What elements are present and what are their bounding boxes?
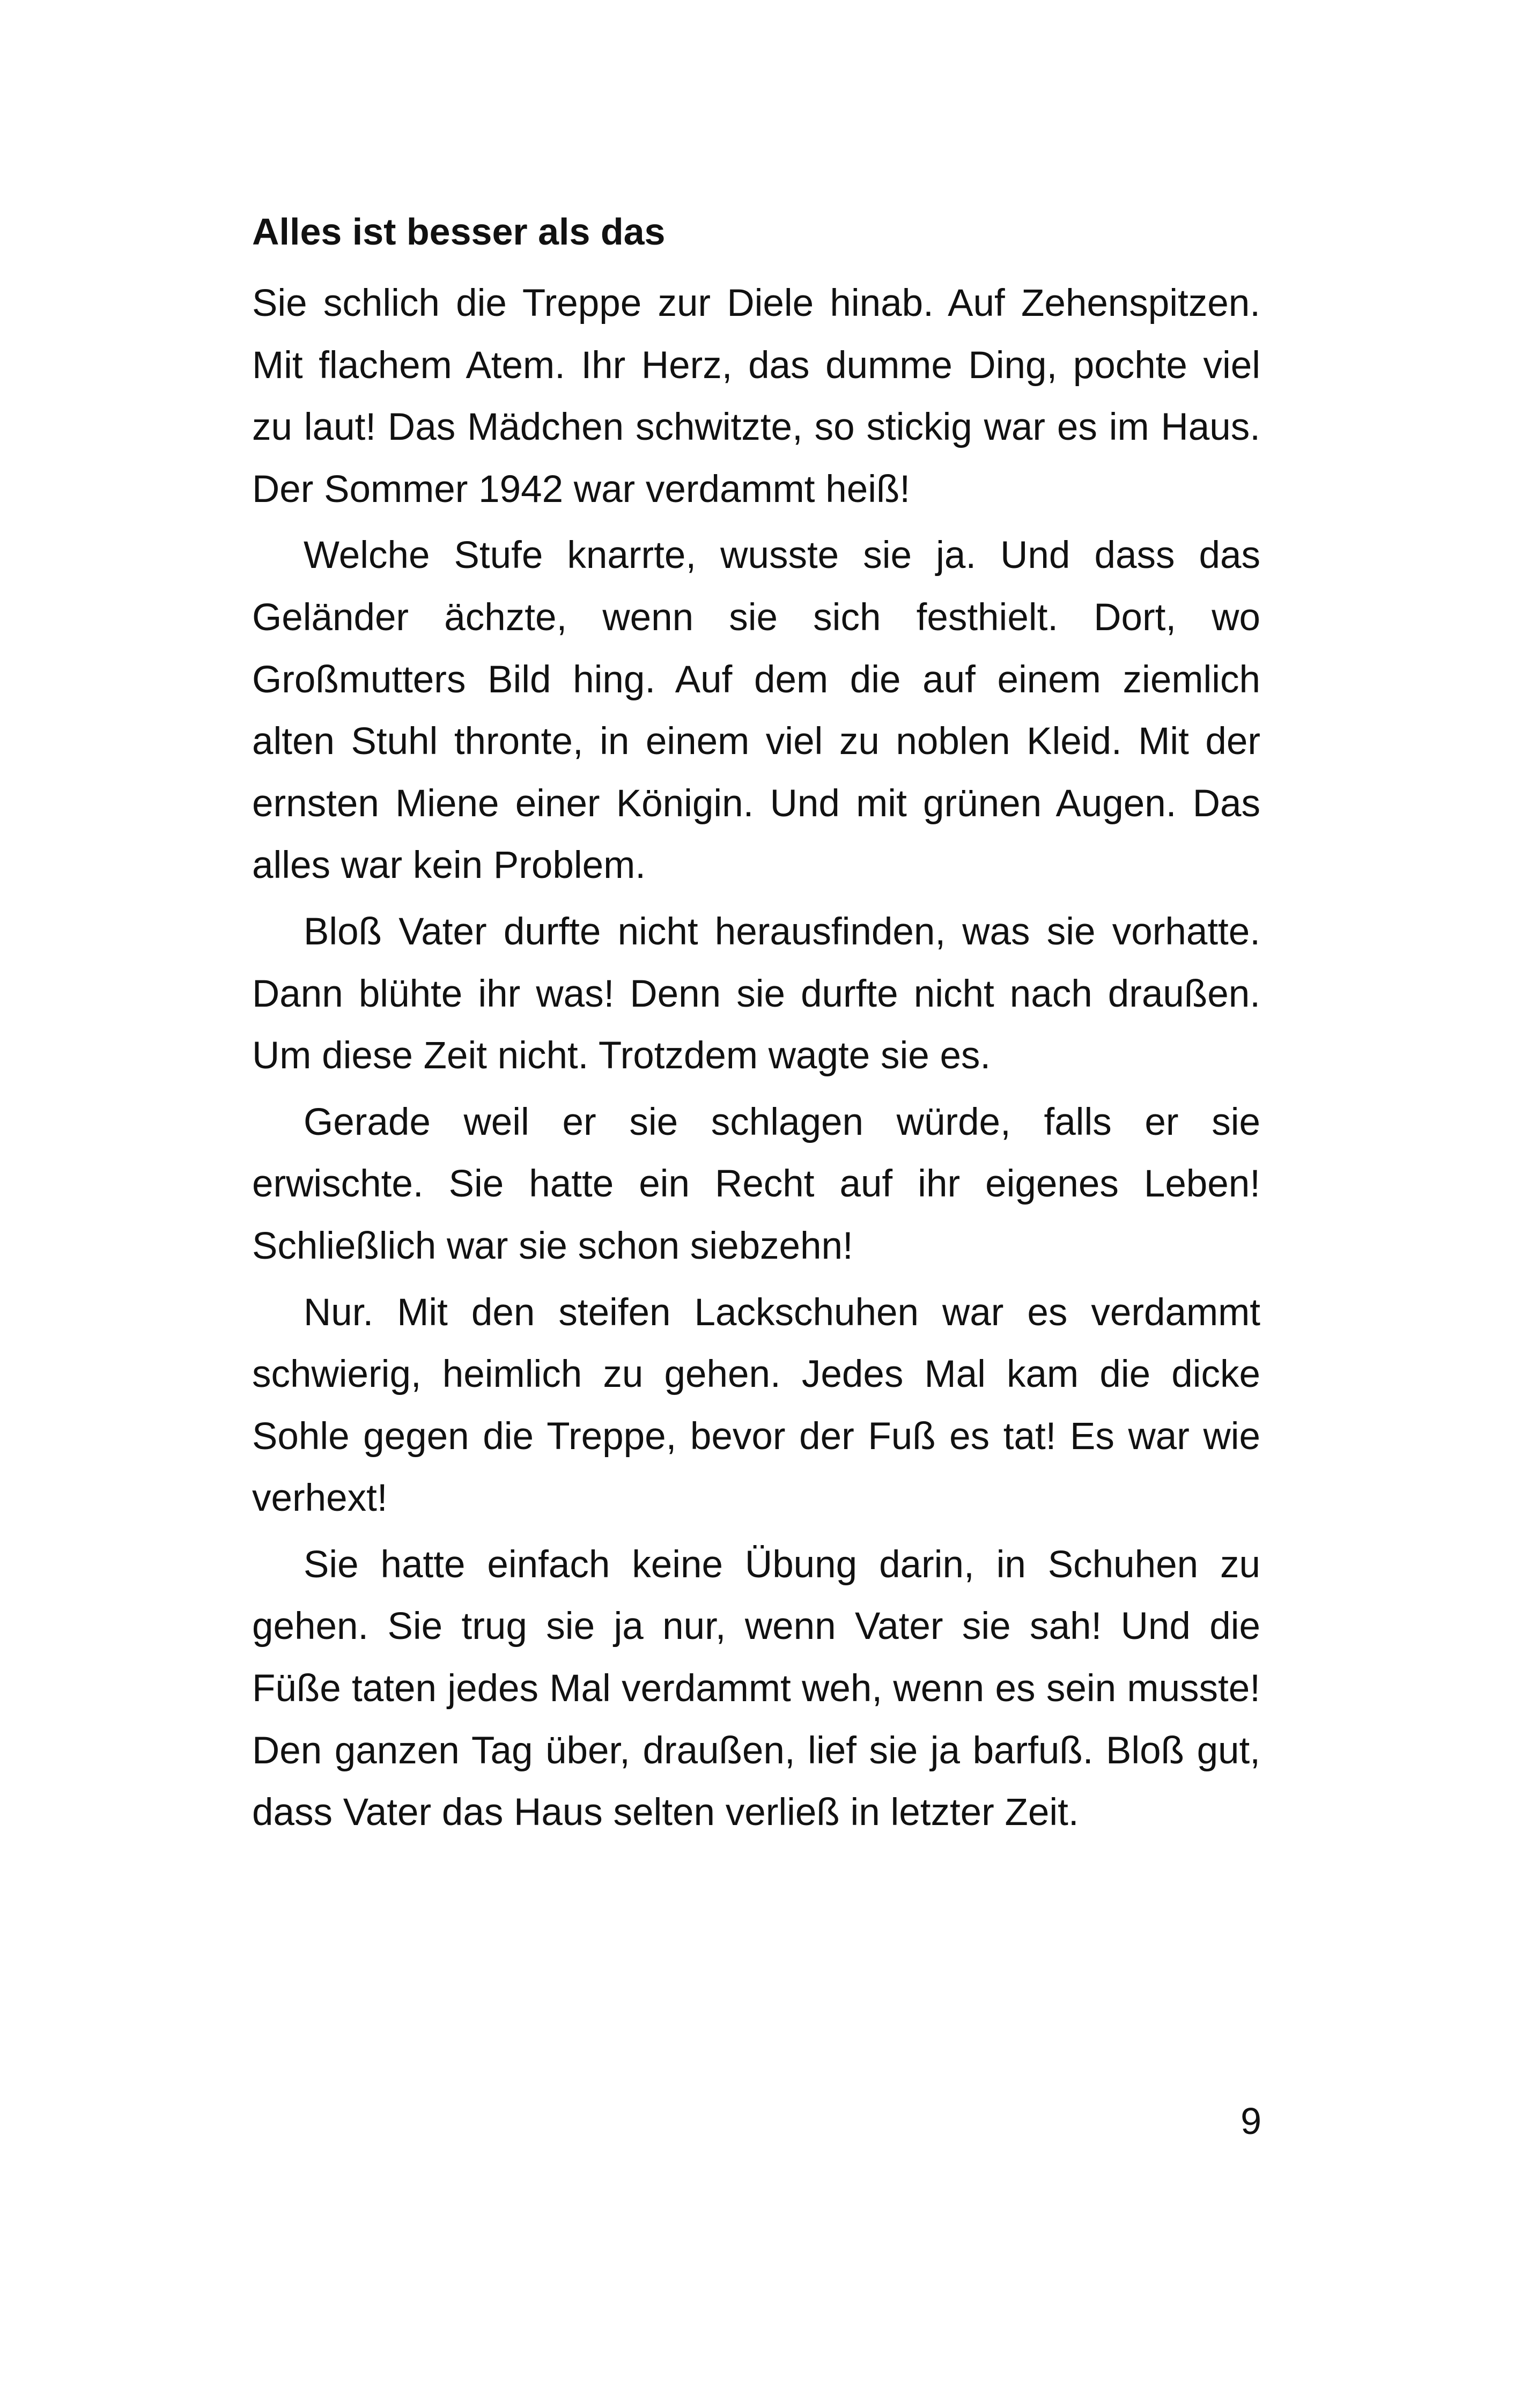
- page-number: 9: [1241, 2100, 1261, 2142]
- paragraph-6: Sie hatte einfach keine Übung darin, in Schuhen zu gehen. Sie trug sie ja nur, wenn Vater sie sah! Und die Füße taten jedes Mal verdammt weh, wenn es sein musste! Den ganzen Tag über, draußen, lief sie ja barfuß. Bloß gut, dass Vater das Haus selten verließ in letzter Zeit.: [252, 1543, 1260, 1834]
- paragraph-3: Bloß Vater durfte nicht herausfinden, was sie vorhatte. Dann blühte ihr was! Denn sie durfte nicht nach draußen. Um diese Zeit nicht. Trotzdem wagte sie es.: [252, 910, 1260, 1077]
- paragraph-2: Welche Stufe knarrte, wusste sie ja. Und dass das Geländer ächzte, wenn sie sich festhielt. Dort, wo Großmutters Bild hing. Auf dem die auf einem ziemlich alten Stuhl thronte, in einem viel zu noblen Kleid. Mit der ernsten Miene einer Königin. Und mit grünen Augen. Das alles war kein Problem.: [252, 534, 1260, 887]
- paragraph-4: Gerade weil er sie schlagen würde, falls er sie erwischte. Sie hatte ein Recht auf ihr eigenes Leben! Schließlich war sie schon siebzehn!: [252, 1100, 1260, 1267]
- paragraph-1: Sie schlich die Treppe zur Diele hinab. Auf Zehenspitzen. Mit flachem Atem. Ihr Herz, das dumme Ding, pochte viel zu laut! Das Mädchen schwitzte, so stickig war es im Haus. Der Sommer 1942 war verdammt heiß!: [252, 282, 1260, 511]
- paragraph-5: Nur. Mit den steifen Lackschuhen war es verdammt schwierig, heimlich zu gehen. Jedes Mal kam die dicke Sohle gegen die Treppe, bevor der Fuß es tat! Es war wie verhext!: [252, 1291, 1260, 1520]
- chapter-title: Alles ist besser als das: [252, 211, 666, 253]
- book-page: [252, 201, 1260, 1848]
